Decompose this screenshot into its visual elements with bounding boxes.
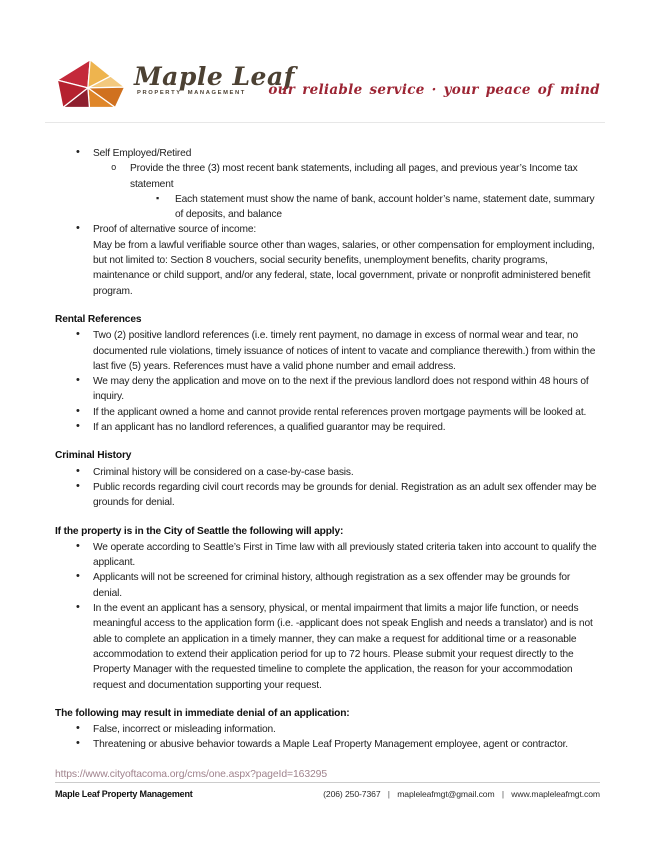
footer-separator: |: [387, 789, 390, 799]
footer: [55, 789, 600, 799]
tagline: our reliable service · your peace of mind: [268, 82, 600, 98]
footer-phone: (206) 250-7367: [323, 789, 381, 799]
footer-divider: [55, 782, 600, 783]
brand-subtitle-right: MANAGEMENT: [187, 90, 246, 96]
header-divider: [45, 122, 605, 123]
list-item: • Proof of alternative source of income: May be from a lawful verifiable source other than wages, salaries, or other compensation for employment including, but not limited to: Section 8 vouchers, social security benefits, unemployment benefits, charity programs, maintenance or child support, and/or any federal, state, local government, private or nonprofit administered benefit program.: [55, 222, 600, 298]
list-item: • Applicants will not be screened for criminal history, although registration as a sex offender may be grounds for denial.: [55, 570, 600, 601]
link-row: [55, 767, 600, 782]
list-item: • In the event an applicant has a sensory, physical, or mental impairment that limits a major life function, or needs meaningful access to the application form (i.e. -applicant does not speak English and needs a translator) and is not able to complete an application in a timely manner, they can make a request for additional time or a reasonable accommodation to extend their application period for up to 72 hours. Please submit your request directly to the Property Manager with the requested timeline to complete the application, the reason for your accommodation request and documentation supporting your request.: [55, 601, 600, 693]
list-item: ▪ Each statement must show the name of bank, account holder’s name, statement date, summary of deposits, and balance: [55, 192, 600, 223]
list-item: • Threatening or abusive behavior towards a Maple Leaf Property Management employee, agent or contractor.: [55, 737, 600, 752]
section-heading: Criminal History: [55, 450, 132, 462]
list-item: • We may deny the application and move on to the next if the previous landlord does not respond within 48 hours of inquiry.: [55, 374, 600, 405]
section-list: [55, 540, 600, 693]
sections: [55, 312, 600, 753]
section-list: [55, 328, 600, 435]
maple-leaf-house-icon: [55, 56, 127, 112]
footer-website: www.mapleleafmgt.com: [511, 789, 600, 799]
list-item: o Provide the three (3) most recent bank statements, including all pages, and previous year’s Income tax statement: [55, 161, 600, 192]
brand-subtitle-left: PROPERTY: [137, 90, 182, 96]
footer-contact: [323, 789, 600, 799]
header: [55, 56, 600, 116]
document-body: [55, 146, 600, 782]
list-item: • False, incorrect or misleading information.: [55, 722, 600, 737]
logo: [55, 56, 295, 112]
footer-company: Maple Leaf Property Management: [55, 789, 193, 799]
list-item: • Two (2) positive landlord references (i.e. timely rent payment, no damage in excess of normal wear and tear, no documented rule violations, timely issuance of notices of intent to vacate and compliance therewith.) from within the last five (5) years. References must have a valid phone number and email address.: [55, 328, 600, 374]
list-item: • Criminal history will be considered on a case-by-case basis.: [55, 465, 600, 480]
section-heading: If the property is in the City of Seattle the following will apply:: [55, 525, 344, 537]
list-item: • Self Employed/Retired: [55, 146, 600, 161]
brand-name: Maple Leaf: [134, 62, 295, 91]
section-list: [55, 465, 600, 511]
section-heading: The following may result in immediate denial of an application:: [55, 707, 350, 719]
footer-email: mapleleafmgt@gmail.com: [397, 789, 495, 799]
list-item: • We operate according to Seattle’s First in Time law with all previously stated criteria taken into account to qualify the applicant.: [55, 540, 600, 571]
footer-separator: |: [501, 789, 504, 799]
list-item-continuation: May be from a lawful verifiable source other than wages, salaries, or other compensation for employment including, but not limited to: Section 8 vouchers, social security benefits, unemployment benefits, charity programs, maintenance or child support, and/or any federal, state, local government, private or nonprofit administered benefit program.: [93, 239, 595, 297]
list-item: • If the applicant owned a home and cannot provide rental references proven mortgage payments will be looked at.: [55, 405, 600, 420]
list-item: • If an applicant has no landlord references, a qualified guarantor may be required.: [55, 420, 600, 435]
list-item: • Public records regarding civil court records may be grounds for denial. Registration as an adult sex offender may be grounds for denial.: [55, 480, 600, 511]
section-heading: Rental References: [55, 313, 142, 325]
intro-list: [55, 146, 600, 299]
section-list: [55, 722, 600, 753]
tacoma-link[interactable]: https://www.cityoftacoma.org/cms/one.aspx?pageId=163295: [55, 768, 328, 780]
